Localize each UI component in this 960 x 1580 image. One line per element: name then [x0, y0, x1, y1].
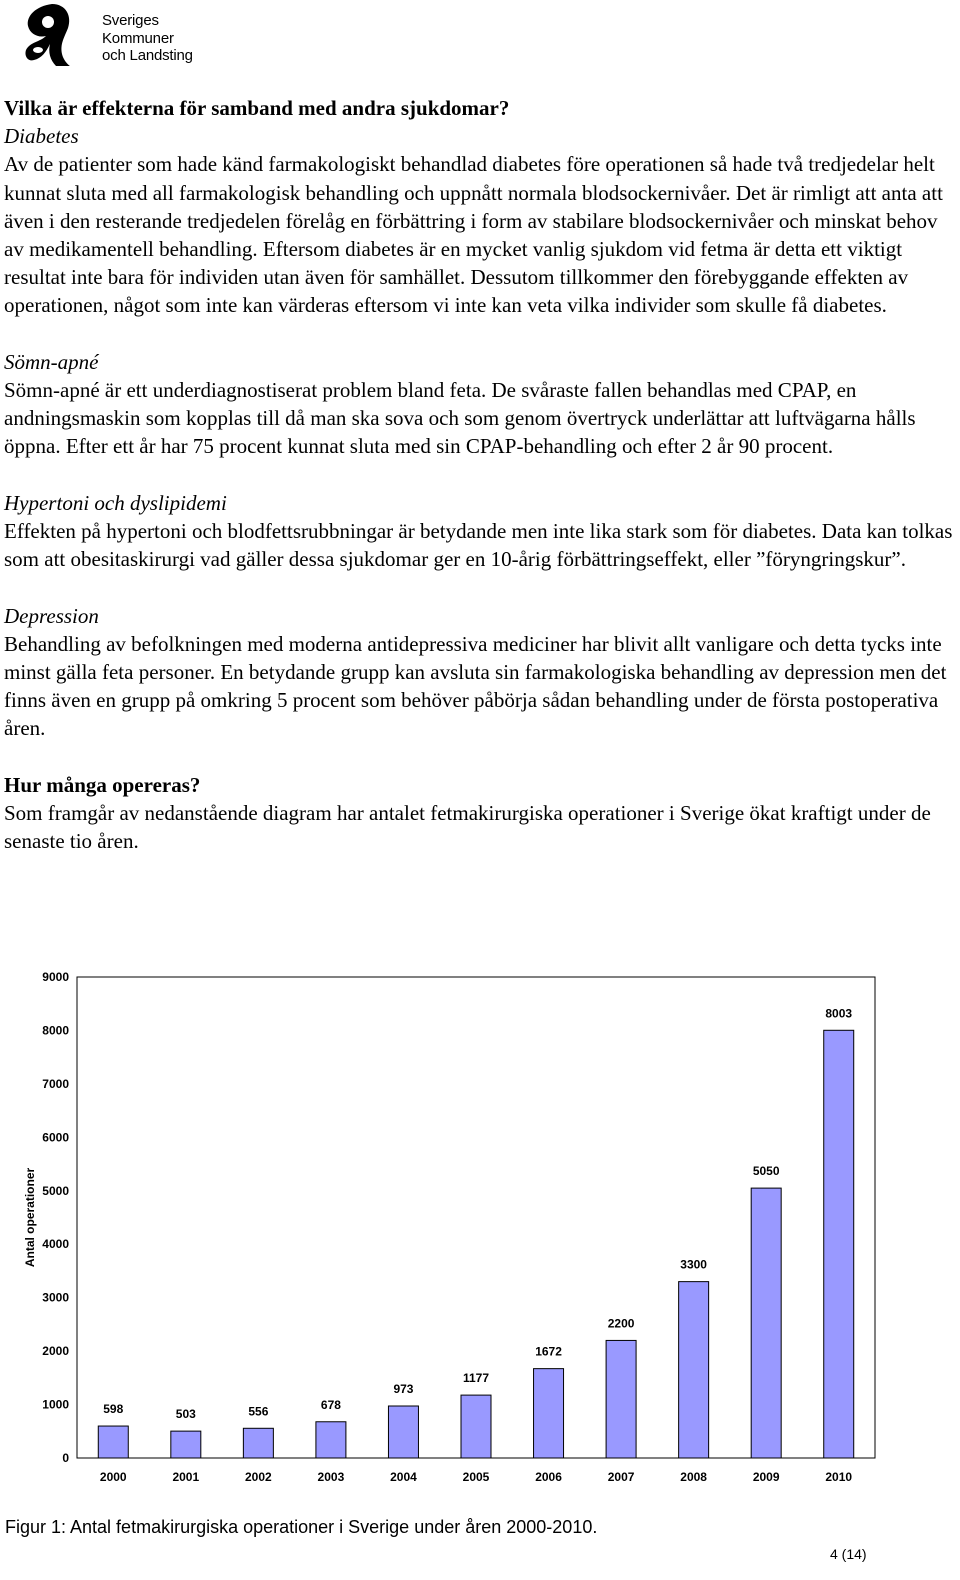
- x-tick-label: 2000: [99, 1470, 127, 1484]
- bar-data-label: 973: [393, 1381, 414, 1396]
- figure-caption: Figur 1: Antal fetmakirurgiska operationer i Sverige under åren 2000-2010.: [5, 1517, 598, 1537]
- y-axis-label: Antal operationer: [23, 1167, 37, 1268]
- y-tick-label: 8000: [42, 1023, 69, 1038]
- bar: [171, 1431, 201, 1458]
- bar: [98, 1426, 128, 1458]
- y-tick-label: 9000: [42, 970, 69, 984]
- bar-data-label: 556: [248, 1404, 269, 1419]
- bar: [751, 1188, 781, 1458]
- org-name-line2: Kommuner: [102, 29, 174, 47]
- y-tick-label: 7000: [42, 1076, 69, 1091]
- bar: [461, 1395, 491, 1458]
- bar: [534, 1369, 564, 1458]
- y-tick-label: 3000: [42, 1290, 69, 1305]
- bar: [388, 1406, 418, 1458]
- x-tick-label: 2006: [535, 1470, 562, 1484]
- y-tick-label: 6000: [42, 1130, 69, 1145]
- somn-apne-heading: Sömn-apné: [4, 349, 99, 374]
- depression-paragraph: Behandling av befolkningen med moderna antidepressiva mediciner har blivit allt vanligare och detta tycks inte minst gälla feta personer. En betydande grupp kan avsluta sin farmakologiska behandling av depression men det finns även en grupp på omkring 5 procent som behöver påbörja sådan behandling under de första postoperativa åren.: [4, 631, 947, 741]
- skl-logo: [20, 2, 200, 68]
- org-name: [102, 12, 193, 65]
- bar-data-label: 1672: [535, 1344, 562, 1359]
- somn-apne-paragraph: Sömn-apné är ett underdiagnostiserat problem bland feta. De svåraste fallen behandlas med CPAP, en andningsmaskin som kopplas till då man ska sova och som genom övertryck underlättar att luftvägarna hålls öppna. Efter ett år har 75 procent kunnat sluta med sin CPAP-behandling och efter 2 år 90 procent.: [4, 378, 916, 459]
- y-tick-label: 2000: [42, 1344, 69, 1359]
- x-tick-label: 2004: [390, 1470, 417, 1484]
- operations-paragraph: Som framgår av nedanstående diagram har antalet fetmakirurgiska operationer i Sverige ökat kraftigt under de senaste tio åren.: [4, 801, 931, 854]
- bar-data-label: 503: [175, 1407, 196, 1422]
- bar-data-label: 5050: [752, 1164, 780, 1179]
- bar: [316, 1422, 346, 1458]
- diabetes-heading: Diabetes: [4, 124, 79, 149]
- bar: [606, 1340, 636, 1458]
- main-heading: Vilka är effekterna för samband med andra sjukdomar?: [4, 96, 510, 120]
- bar: [824, 1030, 854, 1458]
- operations-heading: Hur många opereras?: [4, 772, 201, 797]
- y-tick-label: 5000: [42, 1183, 69, 1198]
- bar-data-label: 8003: [825, 1006, 853, 1021]
- page-number: 4 (14): [830, 1546, 867, 1562]
- bar-data-label: 3300: [680, 1257, 707, 1272]
- x-tick-label: 2001: [172, 1470, 200, 1484]
- org-name-line1: Sveriges: [102, 12, 159, 29]
- x-tick-label: 2002: [245, 1470, 272, 1484]
- operations-chart: [0, 960, 960, 1500]
- y-tick-label: 4000: [42, 1237, 69, 1252]
- bar-data-label: 678: [320, 1397, 341, 1412]
- x-tick-label: 2005: [462, 1470, 490, 1484]
- hypertoni-heading: Hypertoni och dyslipidemi: [4, 490, 227, 515]
- bar-data-label: 1177: [462, 1371, 490, 1386]
- depression-heading: Depression: [4, 603, 99, 628]
- bar-chart-svg: [0, 960, 960, 1500]
- diabetes-paragraph: Av de patienter som hade känd farmakologiskt behandlad diabetes före operationen så hade två tredjedelar helt kunnat sluta med all farmakologisk behandling och uppnått normala blodsockernivåer. Det är rimligt att anta att även i den resterande tredjedelen förelåg en förbättring i form av stabilare blodsockernivåer och minskat behov av medikamentell behandling. Eftersom diabetes är en mycket vanlig sjukdom vid fetma är detta ett viktigt resultat inte bara för individen utan även för samhället. Dessutom tillkommer den förebyggande effekten av operationen, något som inte kan värderas eftersom vi inte kan veta vilka individer som skulle få diabetes.: [4, 152, 943, 318]
- bar: [243, 1428, 273, 1458]
- document-body: [4, 94, 956, 855]
- org-name-line3: och Landsting: [102, 47, 193, 64]
- hypertoni-paragraph: Effekten på hypertoni och blodfettsrubbningar är betydande men inte lika stark som för diabetes. Data kan tolkas som att obesitaskirurgi vad gäller dessa sjukdomar ger en 10-årig förbättringseffekt, eller ”föryngringskur”.: [4, 519, 953, 572]
- bar: [679, 1282, 709, 1458]
- y-tick-label: 1000: [42, 1397, 69, 1412]
- x-tick-label: 2007: [607, 1470, 635, 1484]
- x-tick-label: 2003: [317, 1470, 345, 1484]
- skl-emblem-icon: [20, 2, 90, 68]
- y-tick-label: 0: [62, 1451, 69, 1465]
- bar-data-label: 598: [103, 1402, 124, 1417]
- x-tick-label: 2010: [825, 1470, 853, 1484]
- bar-data-label: 2200: [607, 1316, 635, 1331]
- x-tick-label: 2009: [752, 1470, 780, 1484]
- x-tick-label: 2008: [680, 1470, 707, 1484]
